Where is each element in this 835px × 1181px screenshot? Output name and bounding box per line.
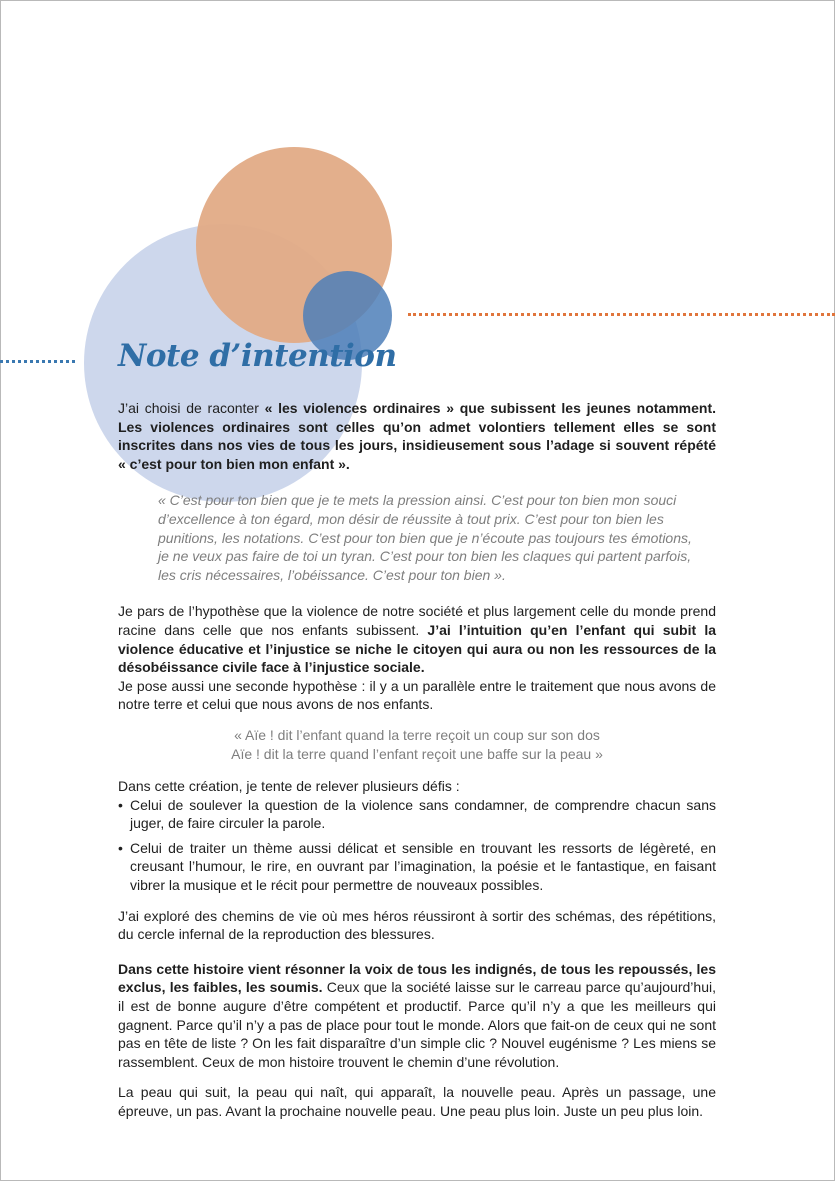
closing-paragraph: La peau qui suit, la peau qui naît, qui apparaît, la nouvelle peau. Après un passage, une épreuve, un pas. Avant la prochaine nouvelle peau. Une peau plus loin. Juste un peu plus loin.	[118, 1084, 716, 1119]
poem-quote	[118, 726, 716, 763]
intro-text: J’ai choisi de raconter	[118, 400, 265, 416]
challenges-intro: Dans cette création, je tente de relever plusieurs défis :	[118, 778, 460, 795]
explored-paragraph: J’ai exploré des chemins de vie où mes héros réussiront à sortir des schémas, des répétitions, du cercle infernal de la reproduction des blessures.	[118, 907, 716, 943]
voices-paragraph	[118, 960, 716, 1072]
dotted-line-orange	[408, 313, 835, 316]
quote-block: « C’est pour ton bien que je te mets la pression ainsi. C’est pour ton bien mon souci d’excellence à ton égard, mon désir de réussite à tout prix. C’est pour ton bien les punitions, les notations. C’est pour ton bien que je n’écoute pas toujours tes émotions, je ne veux pas faire de toi un tyran. C’est pour ton bien les claques qui partent parfois, les cris nécessaires, l’obéissance. C’est pour ton bien ».	[158, 492, 692, 583]
poem-line-2: Aïe ! dit la terre quand l’enfant reçoit une baffe sur la peau »	[231, 745, 603, 762]
body-text	[118, 399, 716, 1121]
list-item: • Celui de traiter un thème aussi délicat et sensible en trouvant les ressorts de légèreté, en creusant l’humour, le rire, en ouvrant par l’imagination, la poésie et le fantastique, en faisant vibrer la musique et le récit pour permettre de nouveaux possibles.	[118, 839, 716, 895]
intro-paragraph	[118, 399, 716, 473]
poem-line-1: « Aïe ! dit l’enfant quand la terre reçoit un coup sur son dos	[234, 726, 600, 743]
page-title: Note d’intention	[118, 338, 397, 374]
hypothesis-emphasis: J’ai l’intuition qu’en l’enfant qui subit la violence éducative et l’injustice se niche le citoyen qui aura ou non les ressources de la désobéissance civile face à l’injustice sociale.	[118, 621, 717, 676]
list-item: • Celui de soulever la question de la violence sans condamner, de comprendre chacun sans juger, de faire circuler la parole.	[118, 796, 716, 833]
voices-emphasis: Dans cette histoire vient résonner la voix de tous les indignés, de tous les repoussés, les exclus, les faibles, les soumis.	[118, 960, 716, 996]
challenges-list	[118, 796, 716, 895]
intro-emphasis: « les violences ordinaires » que subissent les jeunes notamment. Les violences ordinaires sont celles qu’on admet volontiers tellement elles se sont inscrites dans nos vies de tous les jours, insidieusement sous l’adage si souvent répété « c’est pour ton bien mon enfant ».	[118, 400, 716, 472]
voices-text: Ceux que la société laisse sur le carreau parce qu’aujourd’hui, il est de bonne augure d’être compétent et productif. Parce qu’il n’y a que les meilleurs qui gagnent. Parce qu’il n’y a pas de place pour tout le monde. Alors que fait-on de ceux qui ne sont pas en tête de liste ? On les fait disparaître d’un simple clic ? Nouvel eugénisme ? Les miens se rassemblent. Ceux de mon histoire trouvent le chemin d’une révolution.	[118, 979, 716, 1070]
second-hypothesis: Je pose aussi une seconde hypothèse : il y a un parallèle entre le traitement que nous avons de notre terre et celui que nous avons de nos enfants.	[118, 677, 716, 713]
hypothesis-text: Je pars de l’hypothèse que la violence de notre société et plus largement celle du monde prend racine dans celle que nos enfants subissent.	[118, 603, 716, 638]
dotted-line-blue	[0, 360, 75, 363]
hypothesis-paragraph	[118, 602, 716, 676]
